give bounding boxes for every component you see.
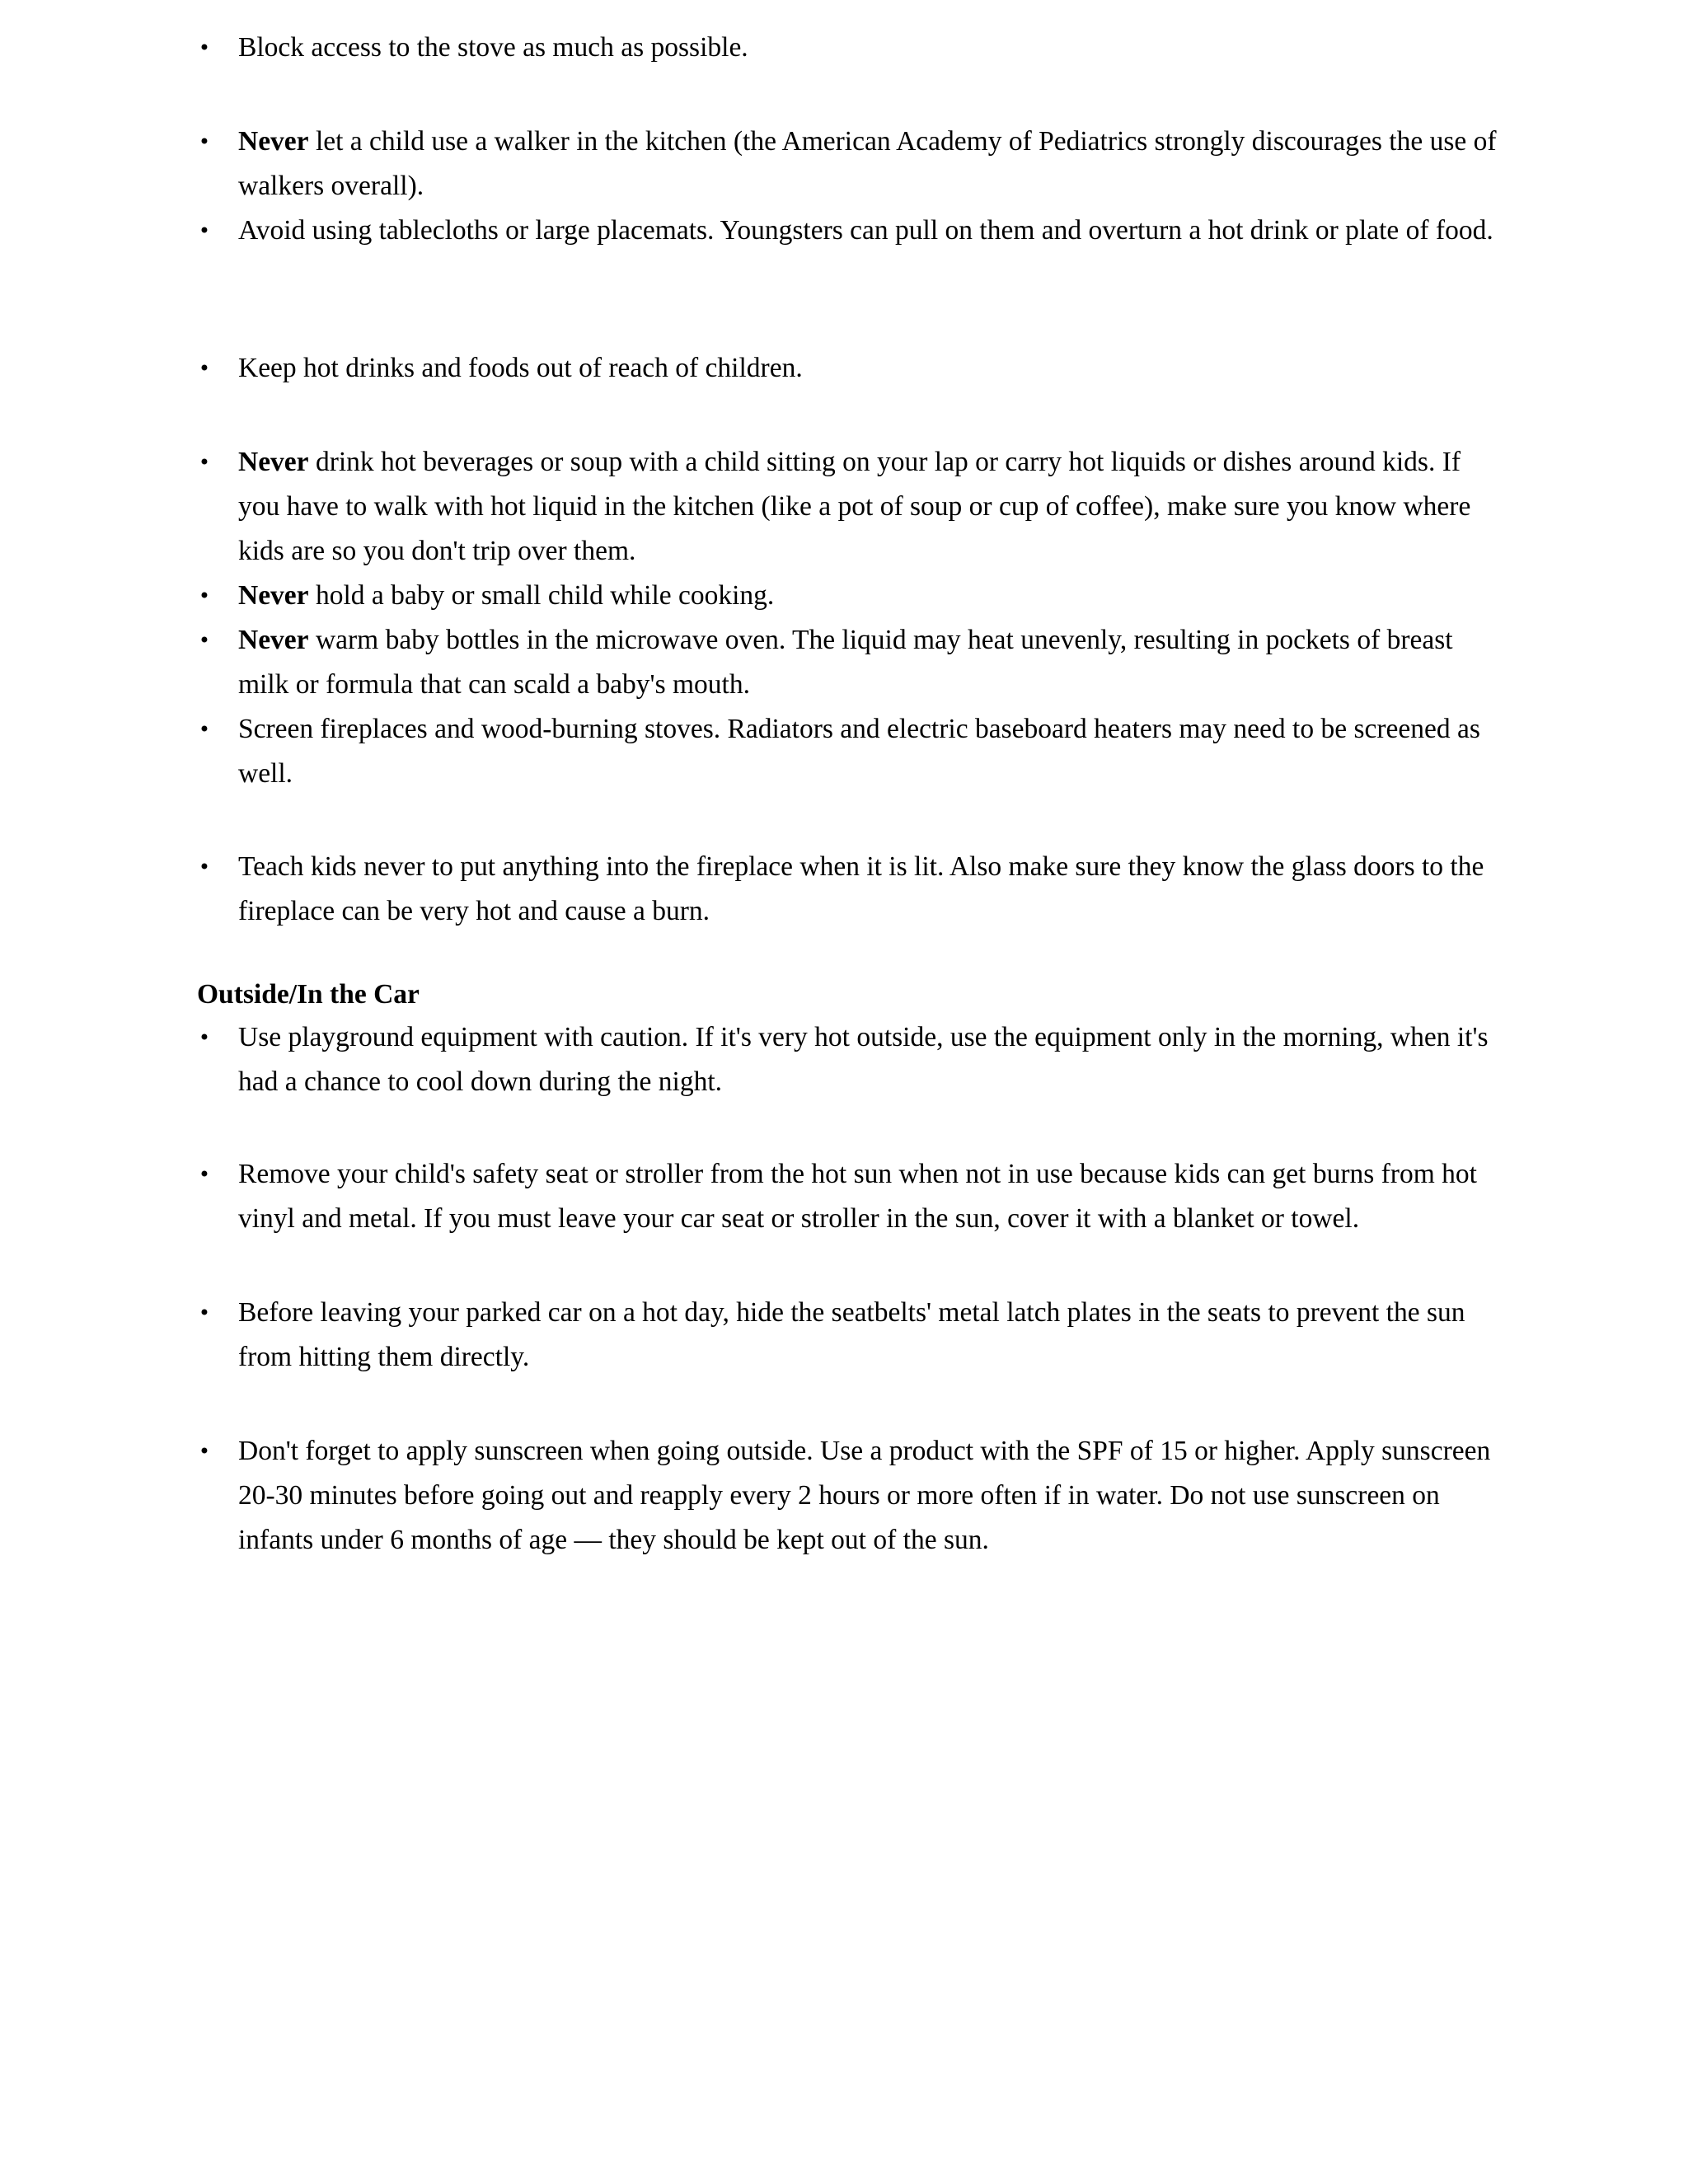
item-text: Block access to the stove as much as possible. — [238, 32, 748, 63]
list-item — [198, 1152, 1499, 1241]
item-text: hold a baby or small child while cooking. — [308, 580, 775, 611]
list-item — [198, 209, 1499, 253]
list-item — [198, 1291, 1499, 1380]
bullet-icon: • — [198, 855, 211, 879]
bullet-icon: • — [198, 1163, 211, 1186]
item-text: Teach kids never to put anything into the fireplace when it is lit. Also make sure they know the glass doors to the fireplace can be very hot and cause a burn. — [238, 851, 1484, 926]
bullet-icon: • — [198, 1026, 211, 1049]
item-lead: Never — [238, 126, 309, 157]
bullet-icon: • — [198, 1301, 211, 1324]
bullet-icon: • — [198, 219, 211, 242]
list-item — [198, 1015, 1499, 1104]
bullet-icon: • — [198, 451, 211, 474]
bullet-icon: • — [198, 130, 211, 153]
list-item — [198, 845, 1499, 934]
bullet-icon: • — [198, 36, 211, 59]
list-item — [198, 707, 1499, 796]
section-heading: Outside/In the Car — [197, 979, 420, 1010]
list-item — [198, 346, 1499, 391]
item-text: Remove your child's safety seat or stroller from the hot sun when not in use because kids can get burns from hot vinyl and metal. If you must leave your car seat or stroller in the sun, cover it with a blanket or towel. — [238, 1159, 1477, 1234]
item-text: Avoid using tablecloths or large placemats. Youngsters can pull on them and overturn a hot drink or plate of food. — [238, 215, 1493, 246]
list-item — [198, 440, 1499, 574]
list-item — [198, 120, 1499, 209]
list-item — [198, 618, 1499, 707]
item-text: Before leaving your parked car on a hot day, hide the seatbelts' metal latch plates in the seats to prevent the sun from hitting them directly. — [238, 1297, 1465, 1372]
item-text: Don't forget to apply sunscreen when going outside. Use a product with the SPF of 15 or higher. Apply sunscreen 20-30 minutes before going out and reapply every 2 hours or more often if in water. Do not use sunscreen on infants under 6 months of age — they should be kept out of the sun. — [238, 1436, 1491, 1555]
bullet-icon: • — [198, 357, 211, 380]
item-lead: Never — [238, 625, 309, 655]
item-text: Use playground equipment with caution. If it's very hot outside, use the equipment only in the morning, when it's had a chance to cool down during the night. — [238, 1022, 1489, 1097]
list-item — [198, 574, 1499, 618]
item-lead: Never — [238, 447, 309, 477]
item-text: let a child use a walker in the kitchen (the American Academy of Pediatrics strongly discourages the use of walkers overall). — [238, 126, 1497, 201]
bullet-icon: • — [198, 629, 211, 652]
bullet-icon: • — [198, 1440, 211, 1463]
item-text: Screen fireplaces and wood-burning stoves. Radiators and electric baseboard heaters may need to be screened as well. — [238, 714, 1480, 789]
list-item — [198, 26, 1499, 70]
list-item — [198, 1429, 1499, 1563]
item-text: drink hot beverages or soup with a child sitting on your lap or carry hot liquids or dishes around kids. If you have to walk with hot liquid in the kitchen (like a pot of soup or cup of coffee), make sure you know where kids are so you don't trip over them. — [238, 447, 1471, 566]
item-lead: Never — [238, 580, 309, 611]
item-text: warm baby bottles in the microwave oven. The liquid may heat unevenly, resulting in pockets of breast milk or formula that can scald a baby's mouth. — [238, 625, 1453, 700]
bullet-icon: • — [198, 584, 211, 607]
bullet-icon: • — [198, 718, 211, 741]
item-text: Keep hot drinks and foods out of reach of children. — [238, 353, 803, 383]
